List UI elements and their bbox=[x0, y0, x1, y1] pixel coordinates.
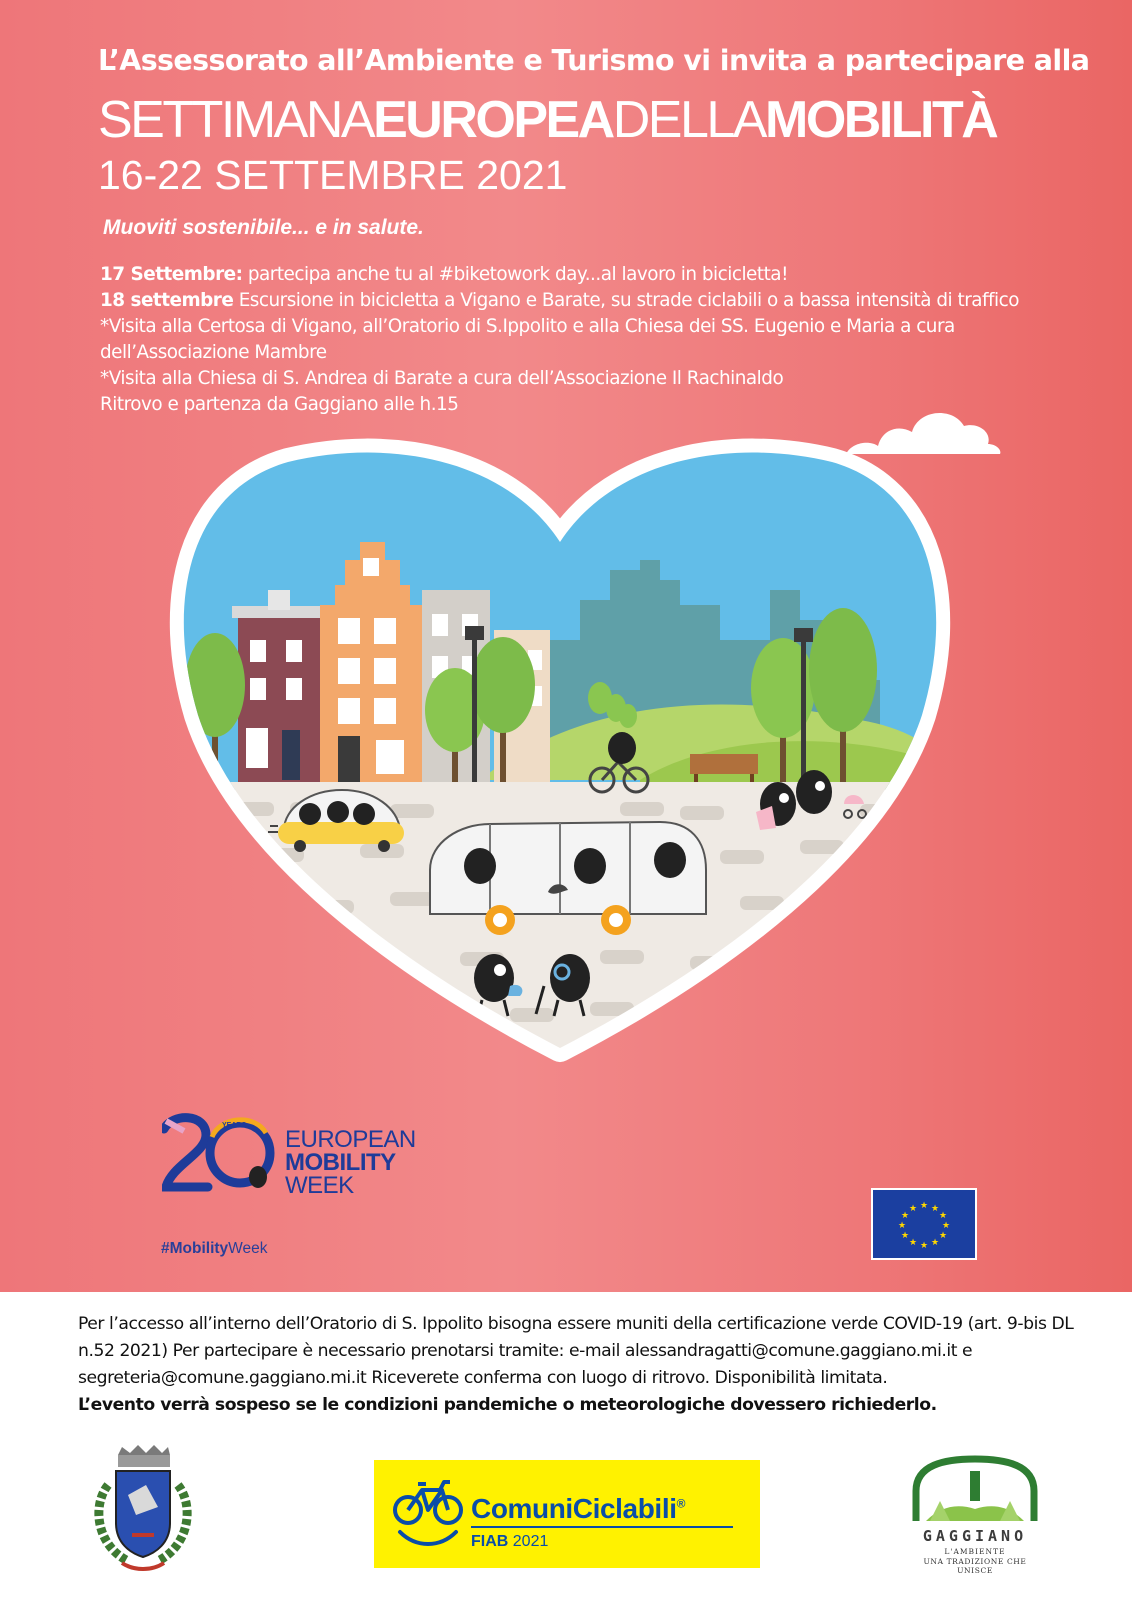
svg-text:★: ★ bbox=[900, 1211, 910, 1221]
coat-of-arms-icon bbox=[88, 1445, 198, 1577]
fiab-label: FIAB 2021 bbox=[471, 1533, 549, 1550]
program-details bbox=[100, 262, 1100, 418]
comuniciclabili-divider bbox=[471, 1526, 733, 1528]
title-part-europea: EUROPEA bbox=[373, 91, 613, 149]
emw-mobility: MOBILITY bbox=[285, 1149, 396, 1176]
notice-line-1: Per l’accesso all’interno dell’Oratorio di S. Ippolito bisogna essere muniti della certificazione verde COVID-19 (art. 9-bis DL bbox=[78, 1314, 1074, 1334]
title-part-mobilita: MOBILITÀ bbox=[765, 91, 997, 149]
emw-wordmark bbox=[285, 1128, 416, 1197]
years-label: YEARS bbox=[222, 1122, 247, 1129]
svg-text:★: ★ bbox=[930, 1204, 940, 1214]
program-line-17-settembre: 17 Settembre: partecipa anche tu al #biketowork day...al lavoro in bicicletta! bbox=[100, 264, 788, 285]
emw-week: WEEK bbox=[285, 1172, 354, 1199]
heart-illustration bbox=[160, 430, 960, 1080]
program-line-mambre: dell’Associazione Mambre bbox=[100, 342, 327, 363]
event-dates: 16-22 SETTEMBRE 2021 bbox=[98, 152, 568, 198]
eu-flag-icon bbox=[871, 1188, 977, 1260]
program-line-ritrovo: Ritrovo e partenza da Gaggiano alle h.15 bbox=[100, 394, 459, 415]
comuniciclabili-logo bbox=[374, 1460, 760, 1568]
program-line-certosa: *Visita alla Certosa di Vigano, all’Oratorio di S.Ippolito e alla Chiesa dei SS. Eugenio e Maria a cura bbox=[100, 316, 955, 337]
gaggiano-subtitle-2: UNA TRADIZIONE CHE UNISCE bbox=[923, 1557, 1027, 1575]
svg-text:★: ★ bbox=[919, 1241, 929, 1251]
gaggiano-subtitle-1: L'AMBIENTE bbox=[944, 1547, 1006, 1556]
svg-text:★: ★ bbox=[908, 1204, 918, 1214]
event-title bbox=[98, 91, 997, 149]
comuniciclabili-name: ComuniCiclabili® bbox=[471, 1493, 686, 1524]
gaggiano-logo-mark bbox=[910, 1455, 1040, 1525]
program-line-barate: *Visita alla Chiesa di S. Andrea di Barate a cura dell’Associazione Il Rachinaldo bbox=[100, 368, 784, 389]
bicycle-icon bbox=[392, 1480, 464, 1550]
svg-text:★: ★ bbox=[919, 1201, 929, 1211]
program-line-18-settembre: 18 settembre Escursione in bicicletta a Vigano e Barate, su strade ciclabili o a bassa intensità di traffico bbox=[100, 290, 1019, 311]
svg-text:★: ★ bbox=[938, 1211, 948, 1221]
svg-text:★: ★ bbox=[930, 1238, 940, 1248]
title-part-della: DELLA bbox=[612, 91, 765, 149]
svg-text:★: ★ bbox=[908, 1238, 918, 1248]
svg-text:★: ★ bbox=[897, 1221, 907, 1231]
notice-warning: L’evento verrà sospeso se le condizioni pandemiche o meteorologiche dovessero richiederlo. bbox=[78, 1395, 937, 1415]
svg-text:★: ★ bbox=[900, 1231, 910, 1241]
mobilityweek-hashtag: #MobilityWeek bbox=[161, 1240, 268, 1257]
notice-line-3: segreteria@comune.gaggiano.mi.it Riceverete conferma con luogo di ritrovo. Disponibilità limitata. bbox=[78, 1368, 888, 1388]
tagline: Muoviti sostenibile... e in salute. bbox=[103, 216, 424, 239]
invitation-heading: L’Assessorato all’Ambiente e Turismo vi invita a partecipare alla bbox=[98, 44, 1090, 77]
title-part-settimana: SETTIMANA bbox=[98, 91, 374, 149]
svg-text:★: ★ bbox=[941, 1221, 951, 1231]
svg-text:★: ★ bbox=[938, 1231, 948, 1241]
emw-european: EUROPEAN bbox=[285, 1126, 416, 1153]
notice-line-2: n.52 2021) Per partecipare è necessario prenotarsi tramite: e-mail alessandragatti@comune.gaggiano.mi.it e bbox=[78, 1341, 973, 1361]
gaggiano-name: GAGGIANO bbox=[922, 1527, 1028, 1545]
access-notice bbox=[78, 1311, 1078, 1419]
